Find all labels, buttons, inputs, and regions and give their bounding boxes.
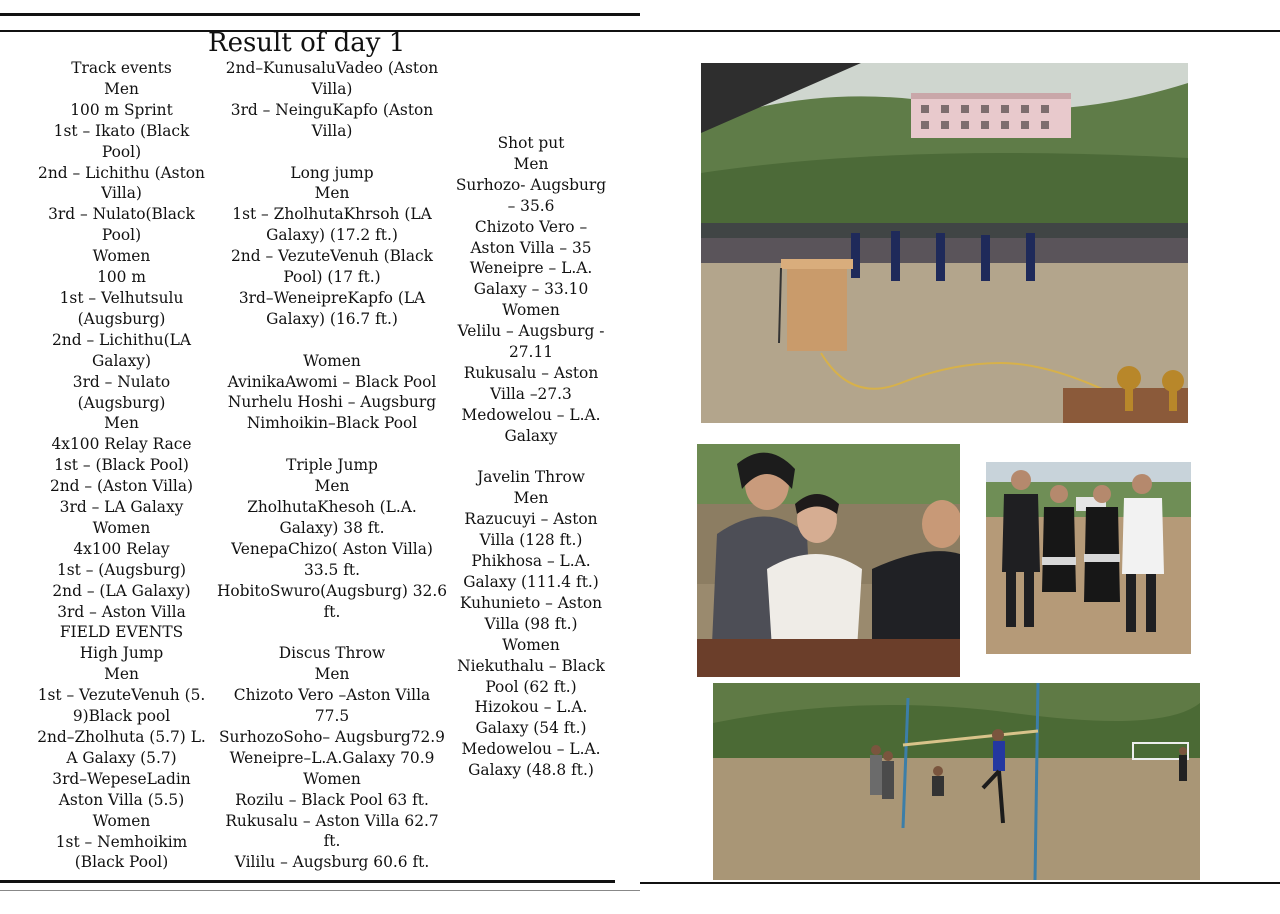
- result-line: Kuhunieto – Aston: [459, 593, 603, 612]
- result-line: 2nd–Zholhuta (5.7) L.: [37, 728, 206, 746]
- result-line: FIELD EVENTS: [59, 623, 184, 642]
- result-line: 3rd – Aston Villa: [57, 602, 186, 621]
- result-line: Men: [104, 79, 139, 98]
- page-title: Result of day 1: [208, 28, 406, 58]
- ground-assembly-photo: [701, 63, 1188, 423]
- result-line: 27.11: [508, 343, 554, 362]
- result-line: Aston Villa – 35: [470, 238, 592, 257]
- result-line: 77.5: [314, 707, 350, 726]
- bottom-rule-left: [0, 880, 615, 883]
- result-line: Women: [92, 518, 151, 537]
- spacer: [212, 330, 452, 351]
- result-line: Men: [314, 477, 350, 496]
- result-line: 1st – (Augsburg): [56, 560, 187, 579]
- result-line: Chizoto Vero –Aston Villa: [233, 686, 431, 705]
- result-line: ft.: [323, 832, 341, 851]
- result-line: Galaxy): [92, 351, 151, 370]
- result-line: Villa): [101, 184, 142, 203]
- result-line: Long jump: [290, 163, 374, 182]
- photo-winners-standing: [986, 462, 1191, 654]
- result-line: Weneipre–L.A.Galaxy 70.9: [229, 748, 435, 767]
- result-line: Galaxy (111.4 ft.): [463, 573, 599, 592]
- top-rule-left: [0, 13, 640, 16]
- result-line: Women: [502, 301, 560, 320]
- result-line: Triple Jump: [286, 456, 378, 475]
- result-line: Women: [303, 769, 361, 788]
- result-line: Men: [513, 489, 549, 508]
- result-line: Men: [513, 154, 549, 173]
- result-line: Men: [314, 184, 350, 203]
- results-column-3: [448, 133, 614, 781]
- result-line: 3rd–WepeseLadin: [52, 769, 191, 788]
- result-line: 1st – VezuteVenuh (5.: [37, 686, 206, 705]
- result-line: HobitoSwuro(Augsburg) 32.6: [216, 581, 448, 600]
- result-line: VenepaChizo( Aston Villa): [231, 539, 433, 558]
- result-line: Galaxy) (16.7 ft.): [266, 309, 398, 328]
- result-line: Vililu – Augsburg 60.6 ft.: [234, 853, 430, 872]
- result-line: 3rd–WeneipreKapfo (LA: [238, 288, 426, 307]
- bottom-rule-right: [640, 882, 1280, 884]
- result-line: Phikhosa – L.A.: [471, 552, 591, 571]
- result-line: 4x100 Relay Race: [51, 435, 192, 454]
- spacer: [448, 447, 614, 468]
- result-line: Nimhoikin–Black Pool: [246, 414, 418, 433]
- result-line: Galaxy) 38 ft.: [279, 518, 385, 537]
- photo-guests-at-table: [697, 444, 960, 677]
- result-line: Rukusalu – Aston Villa 62.7: [225, 811, 439, 830]
- result-line: Women: [303, 351, 361, 370]
- result-line: Galaxy (54 ft.): [475, 719, 587, 738]
- result-line: ZholhutaKhesoh (L.A.: [247, 497, 417, 516]
- result-line: Weneipre – L.A.: [469, 259, 593, 278]
- result-line: Men: [314, 665, 350, 684]
- high-jump-photo: [713, 683, 1200, 880]
- result-line: 2nd – Lichithu(LA: [52, 330, 191, 349]
- result-line: Galaxy) (17.2 ft.): [266, 226, 398, 245]
- result-line: ft.: [323, 602, 341, 621]
- result-line: Galaxy (48.8 ft.): [468, 761, 594, 780]
- result-line: Shot put: [497, 134, 565, 152]
- result-line: Pool (62 ft.): [485, 677, 577, 696]
- result-line: Villa (98 ft.): [484, 614, 578, 633]
- result-line: (Augsburg): [77, 393, 166, 412]
- result-line: 100 m: [97, 268, 146, 287]
- result-line: 1st – (Black Pool): [54, 456, 189, 475]
- spacer: [212, 622, 452, 643]
- result-line: Women: [92, 811, 151, 830]
- result-line: 3rd – NeinguKapfo (Aston: [230, 100, 434, 119]
- result-line: Rukusalu – Aston: [463, 363, 599, 382]
- result-line: 1st – ZholhutaKhrsoh (LA: [232, 205, 432, 224]
- result-line: (Augsburg): [77, 309, 166, 328]
- result-line: SurhozoSoho– Augsburg72.9: [219, 727, 445, 746]
- result-line: 3rd – Nulato(Black: [48, 205, 195, 224]
- result-line: 4x100 Relay: [73, 539, 170, 558]
- result-line: AvinikaAwomi – Black Pool: [227, 372, 437, 391]
- bottom-rule-thin: [0, 890, 640, 891]
- result-line: Nurhelu Hoshi – Augsburg: [227, 393, 437, 412]
- photo-opening-ceremony: [701, 63, 1188, 423]
- spacer: [212, 434, 452, 455]
- result-line: Discus Throw: [278, 644, 386, 663]
- result-line: Galaxy: [504, 426, 558, 445]
- result-line: Rozilu – Black Pool 63 ft.: [235, 790, 429, 809]
- result-line: Men: [104, 414, 139, 433]
- result-line: A Galaxy (5.7): [66, 748, 177, 767]
- result-line: Surhozo- Augsburg: [455, 175, 607, 194]
- result-line: (Black Pool): [74, 853, 169, 872]
- result-line: Track events: [71, 59, 172, 77]
- results-column-1: [0, 58, 243, 873]
- result-line: 1st – Ikato (Black: [53, 121, 190, 140]
- top-rule-full: [0, 30, 1280, 32]
- result-line: 1st – Velhutsulu: [59, 288, 184, 307]
- result-line: Pool): [101, 226, 142, 245]
- people-photo: [697, 444, 960, 677]
- result-line: Medowelou – L.A.: [461, 740, 601, 759]
- result-line: 1st – Nemhoikim: [55, 832, 188, 851]
- result-line: Pool) (17 ft.): [283, 268, 381, 287]
- result-line: Niekuthalu – Black: [457, 656, 605, 675]
- result-line: Javelin Throw: [477, 468, 585, 487]
- result-line: Villa): [311, 79, 353, 98]
- result-line: 2nd – Lichithu (Aston: [38, 163, 205, 182]
- result-line: Galaxy – 33.10: [473, 280, 589, 299]
- result-line: High Jump: [79, 644, 164, 663]
- result-line: 3rd – LA Galaxy: [59, 498, 184, 517]
- result-line: Aston Villa (5.5): [58, 790, 185, 809]
- result-line: Women: [502, 635, 560, 654]
- result-line: Villa): [311, 121, 353, 140]
- result-line: 33.5 ft.: [304, 560, 360, 579]
- result-line: Women: [92, 247, 151, 266]
- result-line: Villa (128 ft.): [479, 531, 583, 550]
- result-line: Villa –27.3: [490, 384, 572, 403]
- result-line: Hizokou – L.A.: [474, 698, 588, 717]
- result-line: Razucuyi – Aston: [464, 510, 598, 529]
- people-photo: [986, 462, 1191, 654]
- result-line: 2nd – VezuteVenuh (Black: [231, 247, 433, 266]
- result-line: Chizoto Vero –: [474, 217, 588, 236]
- photo-high-jump: [713, 683, 1200, 880]
- result-line: Men: [104, 665, 139, 684]
- result-line: Medowelou – L.A.: [461, 405, 601, 424]
- spacer: [212, 142, 452, 163]
- result-line: 2nd–KunusaluVadeo (Aston: [225, 59, 439, 77]
- result-line: 2nd – (LA Galaxy): [52, 581, 191, 600]
- result-line: Pool): [101, 142, 142, 161]
- result-line: 9)Black pool: [72, 707, 171, 726]
- results-column-2: [212, 58, 452, 873]
- result-line: 3rd – Nulato: [72, 372, 171, 391]
- result-line: 2nd – (Aston Villa): [49, 477, 194, 496]
- result-line: Velilu – Augsburg -: [457, 322, 605, 341]
- result-line: 100 m Sprint: [70, 100, 173, 119]
- result-line: – 35.6: [507, 196, 555, 215]
